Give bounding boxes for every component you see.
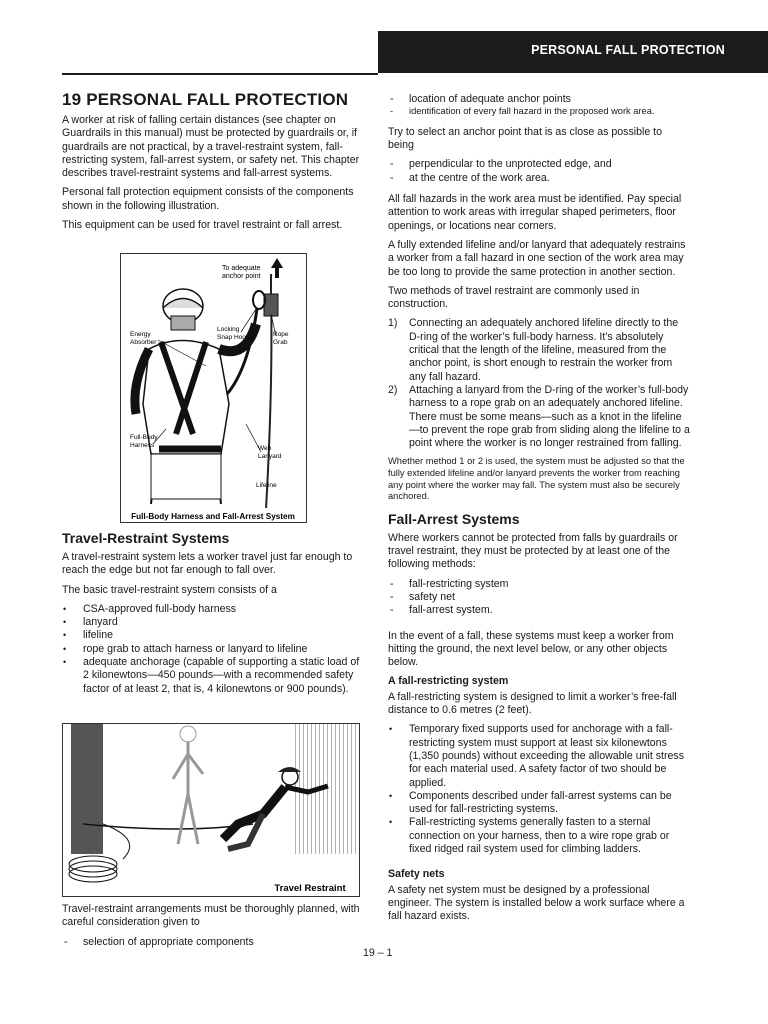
planning-paragraph: Travel-restraint arrangements must be thoroughly planned, with careful consideration given to [62,903,360,929]
label-rope-1: Rope [273,331,289,338]
travel-components-list [62,603,362,696]
list-item: • CSA-approved full-body harness [62,603,362,616]
label-anchor-1: To adequate [222,265,261,272]
list-item: • lifeline [62,629,362,642]
left-bottom-section [62,903,362,955]
list-item: - fall-arrest system. [388,604,690,617]
label-energy-2: Absorber [130,339,157,346]
usage-paragraph: This equipment can be used for travel restraint or fall arrest. [62,219,343,232]
list-item: • Temporary fixed supports used for anchorage with a fall-restricting system must support at least six kilonewtons (1,350 pounds) without exceeding the allowable unit stress for each material used. A safety factor of two should be applied. [388,723,690,789]
anchor-list [388,158,690,185]
list-number: 1) [388,317,398,330]
label-energy-1: Energy [130,331,151,338]
figure1-caption: Full-Body Harness and Fall-Arrest System [131,512,295,521]
label-web-1: Web [258,445,272,452]
list-item [388,317,690,383]
right-column [388,93,690,930]
header-rule [62,73,378,75]
fall-arrest-paragraph: Where workers cannot be protected from falls by guardrails or travel restraint, they must be protected by at least one of the following methods: [388,531,678,571]
label-locking-2: Snap Hooks [217,334,253,341]
list-item: • Components described under fall-arrest systems can be used for fall-restricting systems. [388,790,690,817]
travel-paragraph-2: The basic travel-restraint system consists of a [62,583,277,596]
label-harness-2: Harness [130,442,155,449]
label-web-2: Lanyard [258,453,282,460]
fall-restricting-paragraph: A fall-restricting system is designed to limit a worker’s free-fall distance to 0.6 metres (2 feet). [388,690,677,717]
anchor-paragraph: Try to select an anchor point that is as close as possible to being [388,125,663,152]
planning-list-continued [388,93,690,118]
event-paragraph: In the event of a fall, these systems must keep a worker from hitting the ground, the next level below, or any other objects below. [388,629,674,669]
label-rope-2: Grab [273,339,288,346]
travel-paragraph-1: A travel-restraint system lets a worker travel just far enough to reach the edge but not far enough to fall over. [62,551,353,577]
list-item: - safety net [388,591,690,604]
section-header-title: PERSONAL FALL PROTECTION [531,43,725,57]
left-column [62,90,364,238]
list-item: - fall-restricting system [388,578,690,591]
label-anchor-2: anchor point [222,273,261,280]
list-item: • rope grab to attach harness or lanyard to lifeline [62,643,362,656]
fall-restricting-heading: A fall-restricting system [388,675,509,688]
method-text: Connecting an adequately anchored lifeline directly to the D-ring of the worker’s full-body harness. It’s absolutely critical that the length of the lifeline, measured from the anchor point, is short enough to restrain the worker from any fall hazard. [409,317,679,383]
list-item: - perpendicular to the unprotected edge, and [388,158,690,171]
list-item: • lanyard [62,616,362,629]
intro-paragraph: A worker at risk of falling certain distances (see chapter on Guardrails in this manual) must be protected by guardrails or, if guardrails are not practical, by a travel-restraint system, fall-restricting system, fall-arrest system, or safety net. This chapter describes travel-restraint systems and fall-arrest systems. [62,114,360,180]
list-item: - location of adequate anchor points [388,93,690,106]
list-item [388,384,690,450]
chapter-title: 19 PERSONAL FALL PROTECTION [62,90,349,109]
figure2-caption: Travel Restraint [274,883,346,894]
travel-restraint-heading: Travel-Restraint Systems [62,530,230,546]
hazards-paragraph: All fall hazards in the work area must be identified. Pay special attention to work areas with irregular shaped perimeters, floor openings, or locations near corners. [388,193,682,232]
methods-paragraph: Two methods of travel restraint are commonly used in construction. [388,284,640,311]
method-text: Attaching a lanyard from the D-ring of the worker’s full-body harness to a rope grab on an adequately anchored lifeline. There must be some means—such as a knot in the lifeline—to prevent the rope grab from sliding along the lifeline to a point where the worker is no longer restrained from falling. [409,383,690,450]
label-lifeline: Lifeline [256,482,277,489]
safety-nets-paragraph: A safety net system must be designed by a professional engineer. The system is installed below a work surface where a fall hazard exists. [388,883,685,923]
travel-restraint-illustration [62,723,360,897]
list-item: - at the centre of the work area. [388,172,690,185]
list-item: • Fall-restricting systems generally fasten to a sternal connection on your harness, then to a wire rope grab or fixed ridged rail system used for climbing ladders. [388,816,690,856]
methods-list [388,317,690,450]
list-item: - selection of appropriate components [62,936,362,949]
travel-restraint-section [62,530,362,702]
lifeline-paragraph: A fully extended lifeline and/or lanyard that adequately restrains a worker from a fall hazard in one section of the work area may be too long to provide the same protection in another section. [388,238,686,278]
fall-methods-list [388,578,690,618]
planning-list [62,936,362,949]
harness-illustration [120,253,307,523]
section-header-bar [378,31,768,73]
equipment-paragraph: Personal fall protection equipment consists of the components shown in the following illustration. [62,186,354,212]
whether-paragraph: Whether method 1 or 2 is used, the system must be adjusted so that the fully extended lifeline and/or lanyard prevents the worker from reaching any point where the worker may fall. The system must also be securely anchored. [388,456,685,502]
list-item: - identification of every fall hazard in the proposed work area. [388,106,690,118]
list-number: 2) [388,383,398,396]
label-locking-1: Locking [217,326,240,333]
page-number: 19 – 1 [363,947,393,959]
safety-nets-heading: Safety nets [388,868,445,881]
label-harness-1: Full-Body [130,434,158,441]
fall-arrest-heading: Fall-Arrest Systems [388,510,520,527]
fall-restricting-list [388,723,690,856]
list-item: • adequate anchorage (capable of supporting a static load of 2 kilonewtons—450 pounds—with a recommended safety factor of at least 2, that is, 4 kilonewtons or 900 pounds). [62,656,362,696]
